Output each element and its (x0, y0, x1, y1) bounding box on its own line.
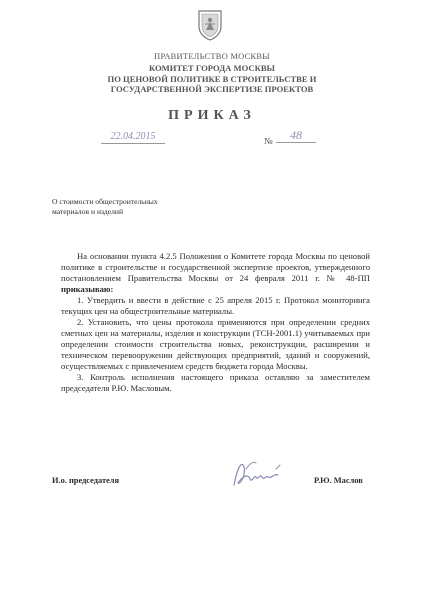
order-item-1: 1. Утвердить и ввести в действие с 25 апреля 2015 г. Протокол мониторинга текущих цен на общестроительные материалы. (61, 295, 370, 316)
government-name: ПРАВИТЕЛЬСТВО МОСКВЫ (154, 52, 270, 61)
order-item-3: 3. Контроль исполнения настоящего приказа оставляю за заместителем председателя Р.Ю. Масловым. (61, 372, 370, 393)
handwritten-signature (228, 455, 288, 495)
committee-line-3: ГОСУДАРСТВЕННОЙ ЭКСПЕРТИЗЕ ПРОЕКТОВ (110, 84, 314, 94)
subject-line-1: О стоимости общестроительных (52, 197, 158, 206)
order-date: 22.04.2015 (101, 131, 165, 144)
intro-text: На основании пункта 4.2.5 Положения о Комитете города Москвы по ценовой политике в строительстве и государственной экспертизе проектов, утвержденного постановлением Правительства Москвы от 24 февраля 2011 г. № 48-ПП (61, 251, 370, 283)
order-number-label: № (264, 136, 273, 146)
document-type-title: ПРИКАЗ (168, 108, 256, 123)
order-item-2: 2. Установить, что цены протокола применяются при определении средних сметных цен на материалы, изделия и конструкции (ТСН-2001.1) учитываемых при определении стоимости строительства новых, реконструкции, расширении и техническом перевооружении действующих предприятий, зданий и сооружений, осуществляемых с привлечением средств бюджета города Москвы. (61, 317, 370, 371)
intro-bold-text: приказываю: (61, 284, 114, 294)
signer-name: Р.Ю. Маслов (314, 476, 363, 485)
committee-line-1: КОМИТЕТ ГОРОДА МОСКВЫ (148, 63, 275, 73)
committee-name (60, 63, 364, 95)
committee-line-2: ПО ЦЕНОВОЙ ПОЛИТИКЕ В СТРОИТЕЛЬСТВЕ И (107, 73, 317, 84)
order-number: 48 (276, 129, 316, 143)
moscow-coat-of-arms-icon (196, 8, 224, 42)
intro-paragraph (61, 251, 370, 295)
order-body (61, 251, 370, 394)
signer-title: И.о. председателя (52, 476, 120, 485)
order-subject (52, 197, 182, 216)
subject-line-2: материалов и изделий (52, 206, 124, 216)
